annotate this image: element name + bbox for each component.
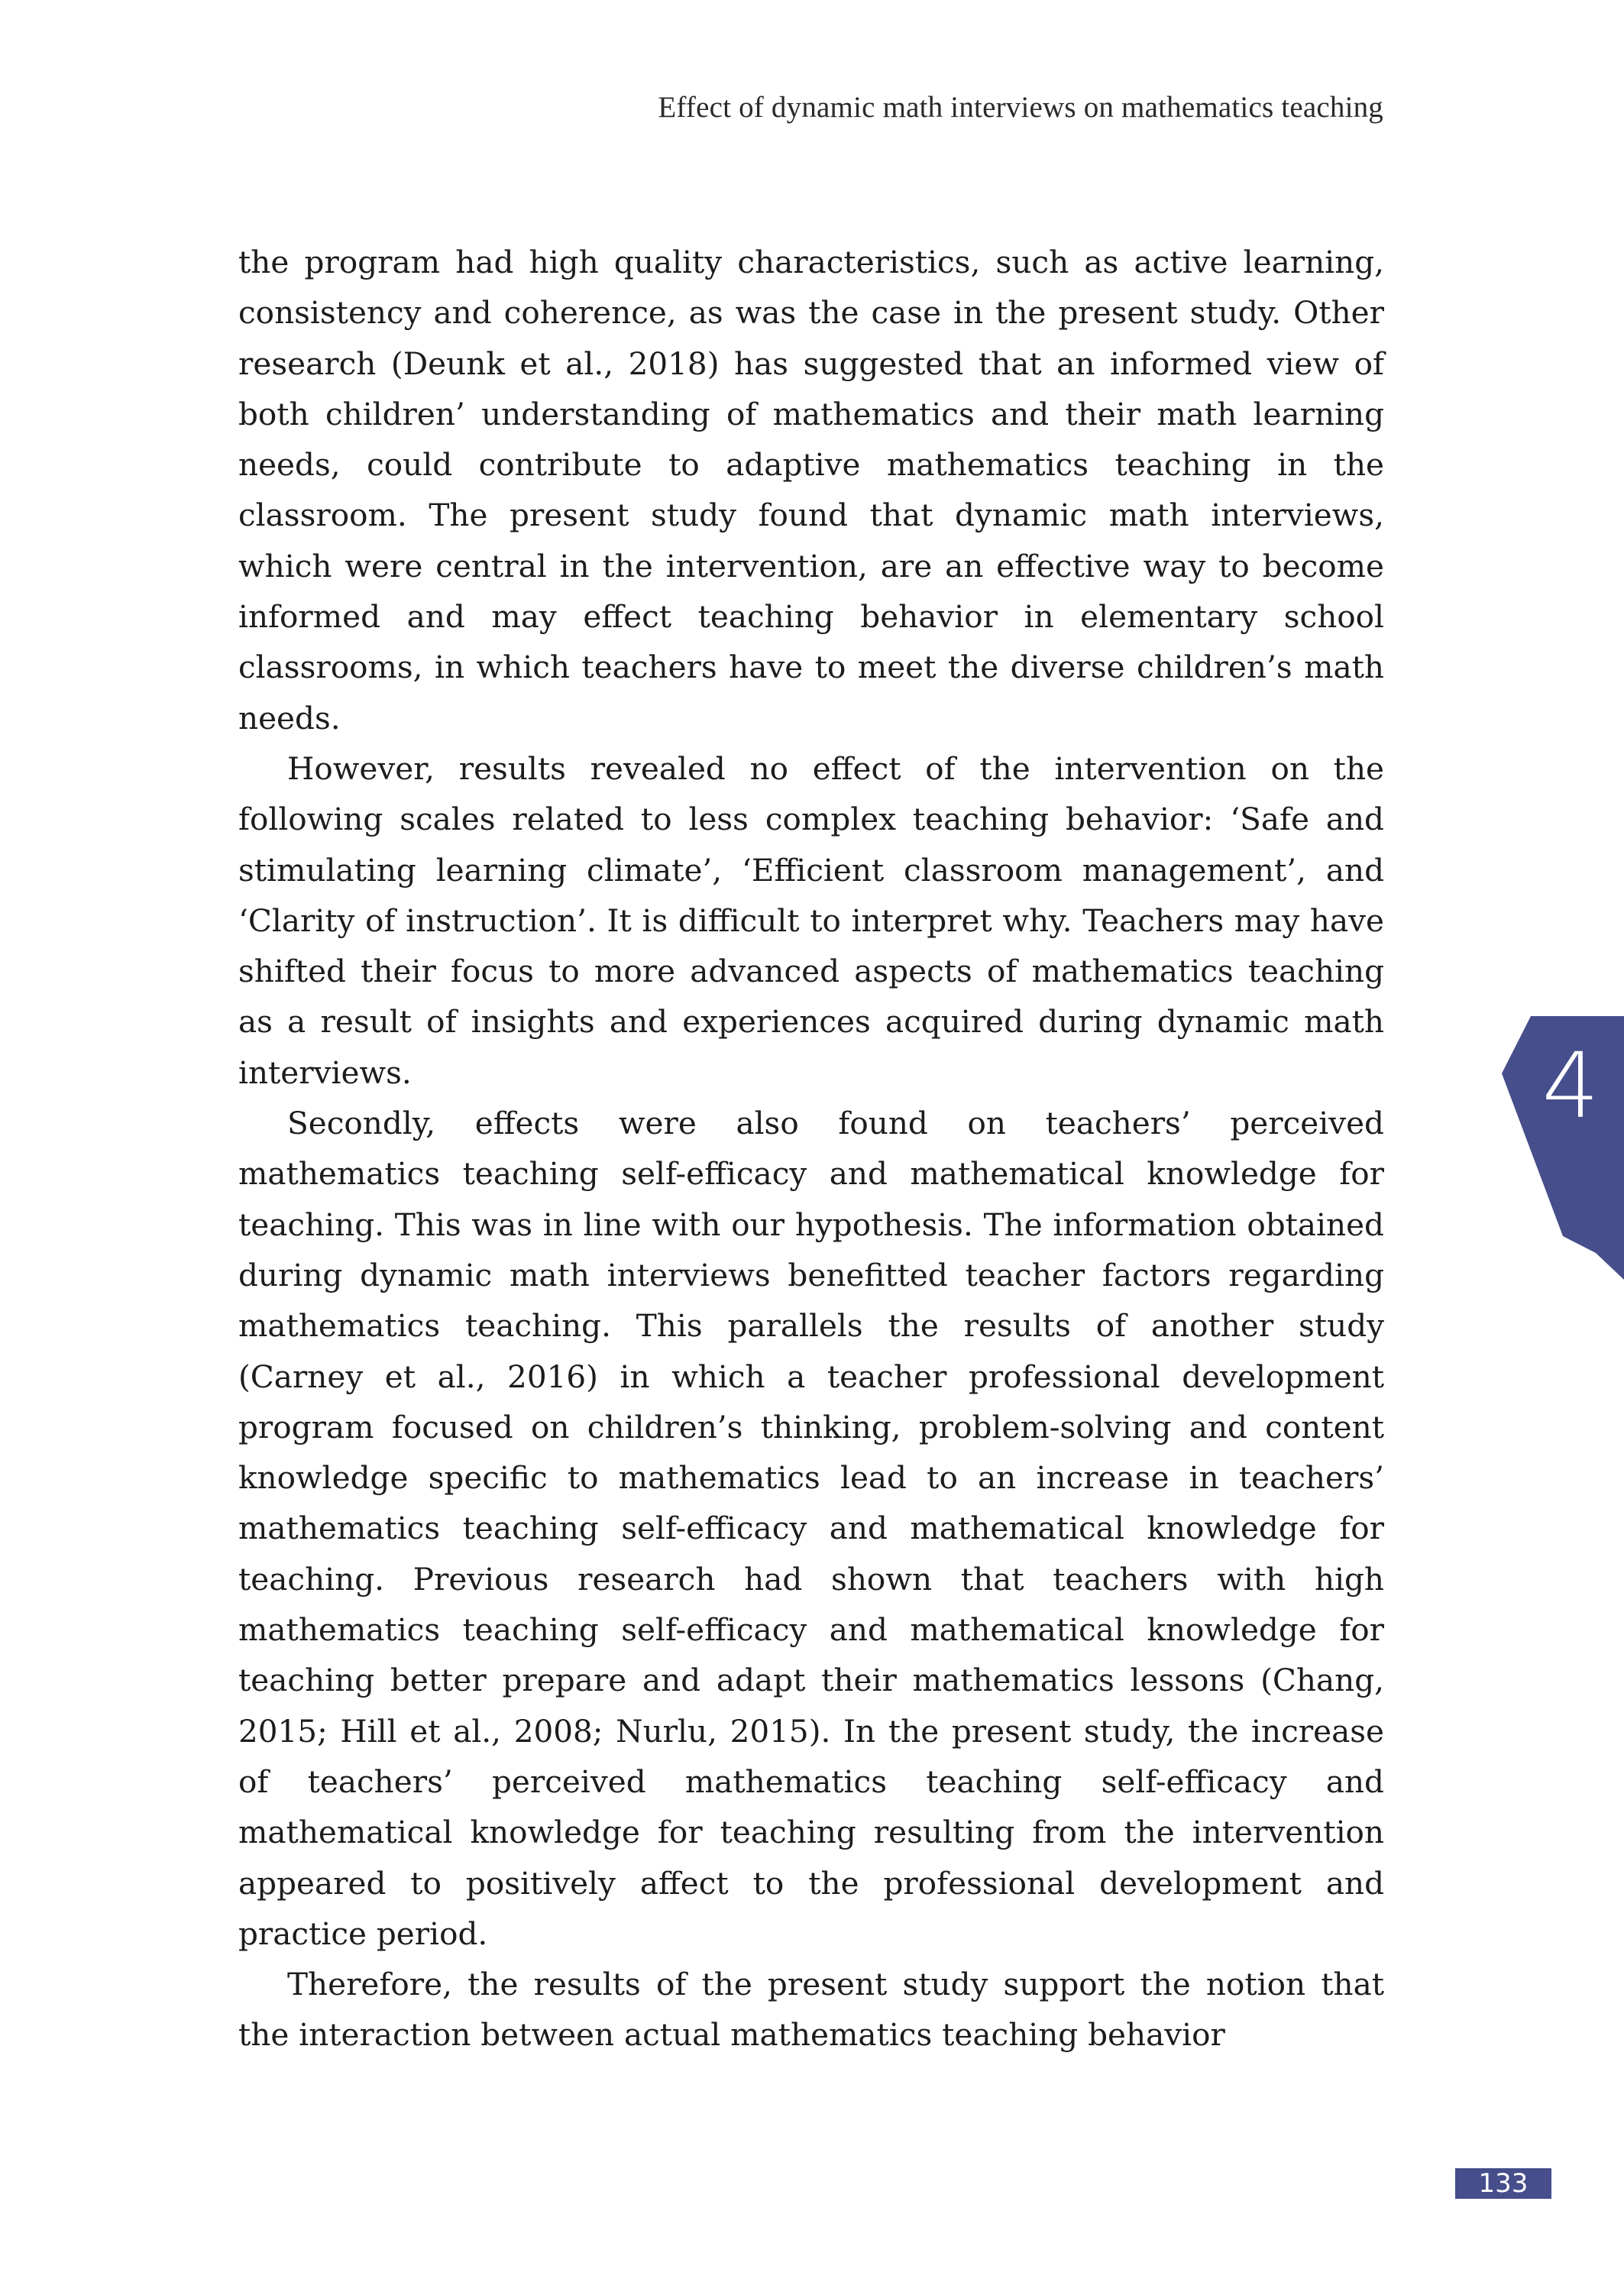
paragraph-3: Secondly, effects were also found on teachers’ perceived mathematics teaching self-efficacy and mathematical knowledge for teaching. This was in line with our hypothesis. The information obtained during dynamic math interviews benefitted teacher factors regarding mathematics teaching. This parallels the results of another study (Carney et al., 2016) in which a teacher professional development program focused on children’s thinking, problem-solving and content knowledge specific to mathematics lead to an increase in teachers’ mathematics teaching self-efficacy and mathematical knowledge for teaching. Previous research had shown that teachers with high mathematics teaching self-efficacy and mathematical knowledge for teaching better prepare and adapt their mathematics lessons (Chang, 2015; Hill et al., 2008; Nurlu, 2015). In the present study, the increase of teachers’ perceived mathematics teaching self-efficacy and mathematical knowledge for teaching resulting from the intervention appeared to positively affect to the professional development and practice period. [238,1105,1384,1952]
paragraph-1: the program had high quality characteristics, such as active learning, consistency and coherence, as was the case in the present study. Other research (Deunk et al., 2018) has suggested that an informed view of both children’ understanding of mathematics and their math learning needs, could contribute to adaptive mathematics teaching in the classroom. The present study found that dynamic math interviews, which were central in the intervention, are an effective way to become informed and may effect teaching behavior in elementary school classrooms, in which teachers have to meet the diverse children’s math needs. [238,244,1384,736]
running-header: Effect of dynamic math interviews on mathematics teaching [658,91,1383,124]
paragraph-4: Therefore, the results of the present study support the notion that the interaction between actual mathematics teaching behavior [238,1966,1384,2054]
chapter-number: 4 [1542,1033,1600,1138]
body-text [238,237,1384,2061]
paragraph-2: However, results revealed no effect of the intervention on the following scales related to less complex teaching behavior: ‘Safe and stimulating learning climate’, ‘Efficient classroom management’, and ‘Clarity of instruction’. It is difficult to interpret why. Teachers may have shifted their focus to more advanced aspects of mathematics teaching as a result of insights and experiences acquired during dynamic math interviews. [238,749,1384,1091]
page-number: 133 [1455,2168,1551,2199]
